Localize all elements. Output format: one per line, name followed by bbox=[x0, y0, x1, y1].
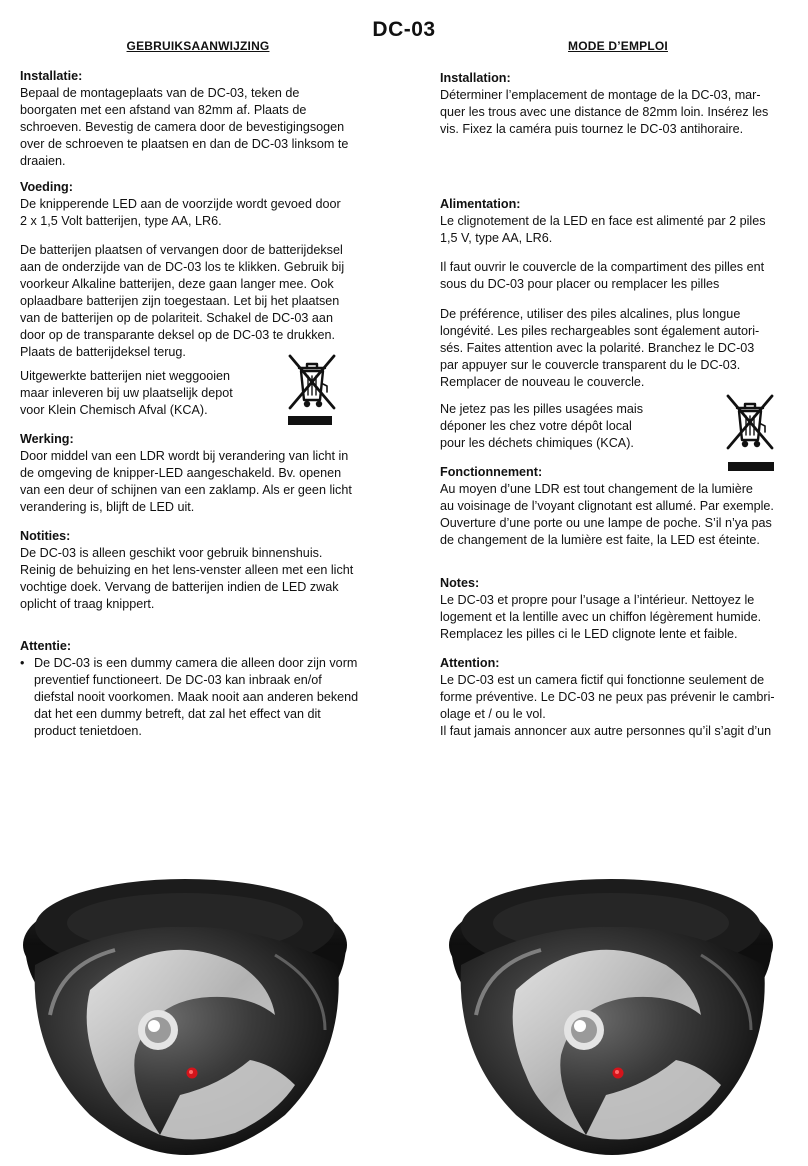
weee-bar bbox=[288, 416, 332, 425]
paragraph-text: De préférence, utiliser des piles alcalines, plus longue longévité. Les piles rechargeables sont également autori- sés. Faites attention avec la polarité. Branchez le DC-03 par appuyer sur le couvercle transparent du le DC-03. Remplacer de nouveau le couvercle. bbox=[440, 307, 760, 389]
paragraph-text: Ne jetez pas les pilles usagées mais déponer les chez votre dépôt local pour les déchets chimiques (KCA). bbox=[440, 402, 644, 450]
bullet-text: De DC-03 is een dummy camera die alleen door zijn vorm preventief functioneert. De DC-03 kan inbraak en/of diefstal nooit voorkomen. Maak nooit aan anderen bekend dat het een dummy betreft, dat zal het effect van dit product tenietdoen. bbox=[34, 656, 359, 738]
section-text: Door middel van een LDR wordt bij verandering van licht in de omgeving de knipper-LED aangeschakeld. Bv. openen van een deur of schijnen van een zaklamp. Als er geen licht verandering is, blijft de LED uit. bbox=[20, 449, 352, 514]
section-title: Notes: bbox=[440, 576, 480, 590]
section-installatie bbox=[20, 68, 392, 170]
section-text: De knipperende LED aan de voorzijde wordt gevoed door 2 x 1,5 Volt batterijen, type AA, LR6. bbox=[20, 197, 341, 228]
section-title: Installation: bbox=[440, 71, 511, 85]
section-text: Bepaal de montageplaats van de DC-03, teken de boorgaten met een afstand van 82mm af. Plaats de schroeven. Bevestig de camera door de bevestigingsogen over de schroeven te plaatsen en dan de DC-03 linksom te draaien. bbox=[20, 86, 349, 168]
paragraph-text: Uitgewerkte batterijen niet weggooien maar inleveren bij uw plaatselijk depot voor Klein Chemisch Afval (KCA). bbox=[20, 369, 233, 417]
section-voeding bbox=[20, 179, 392, 230]
section-text: Le DC-03 est un camera fictif qui fonctionne seulement de forme préventive. Le DC-03 ne peux pas prévenir le cambri- olage et / ou le vol. Il faut jamais annoncer aux autre personnes qu’il s’agit d’un bbox=[440, 673, 775, 738]
dome-camera-photo-left bbox=[20, 815, 360, 1166]
dome-camera-photo-right bbox=[446, 815, 786, 1166]
section-attention bbox=[440, 655, 790, 740]
section-notes bbox=[440, 575, 790, 643]
section-werking bbox=[20, 431, 392, 516]
paragraph-text: Il faut ouvrir le couvercle de la compartiment des pilles ent sous du DC-03 pour placer ou remplacer les pilles bbox=[440, 260, 765, 291]
section-title: Alimentation: bbox=[440, 197, 521, 211]
weee-bin-icon bbox=[282, 350, 342, 425]
bullet-dot: • bbox=[20, 656, 25, 670]
section-alimentation bbox=[440, 196, 790, 247]
section-installation bbox=[440, 70, 790, 138]
section-text: De DC-03 is alleen geschikt voor gebruik binnenshuis. Reinig de behuizing en het lens-venster alleen met een licht vochtige doek. Vervang de batterijen indien de LED zwak oplicht of traag knippert. bbox=[20, 546, 354, 611]
section-text: Déterminer l’emplacement de montage de la DC-03, mar- quer les trous avec une distance de 82mm loin. Insérez les vis. Fixez la caméra puis tournez le DC-03 antihoraire. bbox=[440, 88, 769, 136]
section-title: Voeding: bbox=[20, 180, 73, 194]
section-text: Le clignotement de la LED en face est alimenté par 2 piles 1,5 V, type AA, LR6. bbox=[440, 214, 766, 245]
dutch-heading: GEBRUIKSAANWIJZING bbox=[126, 39, 270, 53]
preference-paragraph bbox=[440, 306, 790, 391]
section-text: Au moyen d’une LDR est tout changement de la lumière au voisinage de l’voyant clignotant est allumé. Par exemple. Ouverture d’une porte ou une lampe de poche. S’il n’ya pas de changement de la lumière est faite, la LED est éteinte. bbox=[440, 482, 774, 547]
section-notities bbox=[20, 528, 392, 613]
document-title: DC-03 bbox=[372, 18, 436, 41]
batterijen-paragraph bbox=[20, 242, 392, 361]
bullet-item bbox=[20, 655, 392, 740]
section-attentie bbox=[20, 638, 392, 740]
section-title: Installatie: bbox=[20, 69, 83, 83]
section-fonctionnement bbox=[440, 464, 790, 549]
weee-bin-icon bbox=[720, 390, 780, 471]
section-title: Attention: bbox=[440, 656, 500, 670]
paragraph-text: De batterijen plaatsen of vervangen door de batterijdeksel aan de onderzijde van de DC-03 los te klikken. Gebruik bij voorkeur Alkaline batterijen, deze gaan langer mee. Ook oplaadbare batterijen zijn toegestaan. Let bij het plaatsen van de batterijen op de polariteit. Schakel de DC-03 aan door op de transparante deksel op de DC-03 te drukken. Plaats de batterijdeksel terug. bbox=[20, 243, 345, 359]
section-title: Notities: bbox=[20, 529, 71, 543]
section-text: Le DC-03 et propre pour l’usage a l’intérieur. Nettoyez le logement et la lentille avec un chiffon légèrement humide. Remplacez les pilles ci le LED clignote lente et faible. bbox=[440, 593, 762, 641]
section-title: Werking: bbox=[20, 432, 74, 446]
french-heading: MODE D’EMPLOI bbox=[568, 39, 668, 53]
ouvrir-paragraph bbox=[440, 259, 790, 293]
section-title: Attentie: bbox=[20, 639, 72, 653]
section-title: Fonctionnement: bbox=[440, 465, 543, 479]
